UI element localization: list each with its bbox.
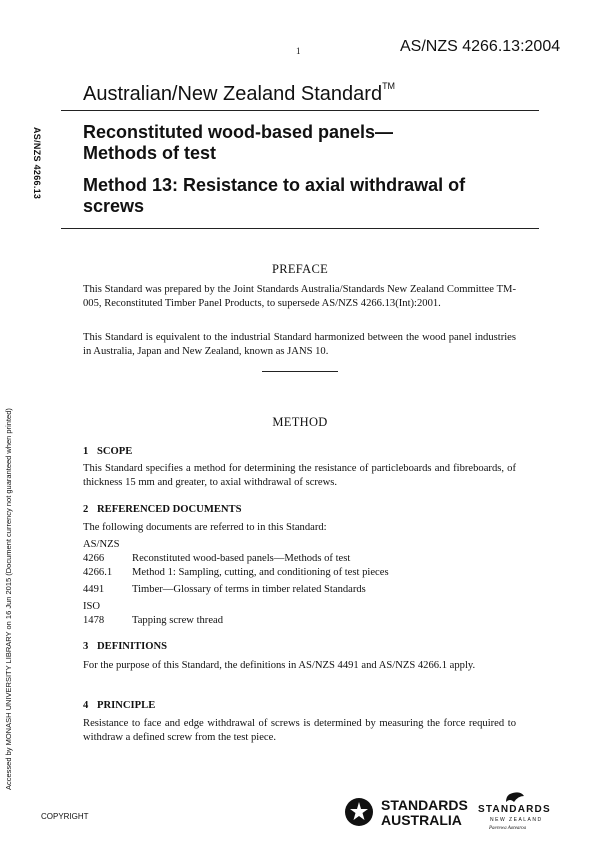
- logo-nz-line-3: Paerewa Aotearoa: [489, 826, 527, 831]
- preface-paragraph-1: This Standard was prepared by the Joint Standards Australia/Standards New Zealand Committee TM-005, Reconstituted Timber Panel Products, to supersede AS/NZS 4266.13(Int):2001.: [83, 284, 516, 309]
- reference-code: 4266: [83, 553, 105, 564]
- principle-heading: [83, 700, 155, 711]
- reference-item: [83, 583, 523, 597]
- reference-code: 4491: [83, 584, 105, 595]
- reference-title: Method 1: Sampling, cutting, and conditioning of test pieces: [132, 567, 389, 578]
- scope-title: SCOPE: [97, 446, 133, 457]
- scope-number: 1: [83, 446, 89, 457]
- principle-text: Resistance to face and edge withdrawal of screws is determined by measuring the force required to withdraw a defined screw from the test piece.: [83, 718, 516, 743]
- reference-item: [83, 552, 523, 566]
- access-watermark: Accessed by MONASH UNIVERSITY LIBRARY on 16 Jun 2015 (Document currency not guaranteed when printed): [4, 408, 13, 790]
- scope-text: This Standard specifies a method for determining the resistance of particleboards and fibreboards, of thickness 15 mm and greater, to axial withdrawal of screws.: [83, 463, 516, 488]
- method-title: [83, 175, 523, 217]
- reference-code: 4266.1: [83, 567, 113, 578]
- references-number: 2: [83, 504, 89, 515]
- logo-nz-line-1: STANDARDS: [478, 804, 551, 815]
- bottom-rule: [61, 228, 539, 229]
- title-line-1: Reconstituted wood-based panels—: [83, 122, 394, 142]
- reference-item: [83, 566, 523, 580]
- principle-title: PRINCIPLE: [97, 700, 156, 711]
- definitions-title: DEFINITIONS: [97, 641, 168, 652]
- logo-sa-line-1: STANDARDS: [381, 797, 468, 813]
- document-title: [83, 122, 523, 164]
- trademark-mark: TM: [382, 81, 396, 91]
- copyright: COPYRIGHT: [41, 812, 89, 821]
- preface-paragraph-2: This Standard is equivalent to the industrial Standard harmonized between the wood panel industries in Australia, Japan and New Zealand, known as JANS 10.: [83, 332, 516, 357]
- reference-title: Tapping screw thread: [132, 615, 224, 626]
- side-label: AS/NZS 4266.13: [32, 127, 42, 200]
- document-number: AS/NZS 4266.13:2004: [400, 38, 561, 55]
- series-name: [83, 83, 395, 106]
- references-group-asnzs: AS/NZS: [83, 539, 120, 550]
- preface-heading: PREFACE: [271, 262, 329, 276]
- definitions-heading: [83, 641, 167, 652]
- method-title-line-2: screws: [83, 196, 145, 216]
- title-line-2: Methods of test: [83, 143, 216, 163]
- series-name-text: Australian/New Zealand Standard: [83, 83, 383, 105]
- references-heading: [83, 504, 242, 515]
- page-number: 1: [296, 46, 301, 56]
- standards-new-zealand-logo: [478, 790, 558, 832]
- reference-title: Reconstituted wood-based panels—Methods of test: [132, 553, 351, 564]
- principle-number: 4: [83, 700, 89, 711]
- method-title-line-1: Method 13: Resistance to axial withdrawal of: [83, 175, 466, 195]
- logo-sa-line-2: AUSTRALIA: [381, 812, 462, 828]
- standards-australia-logo: [343, 795, 473, 829]
- definitions-text: For the purpose of this Standard, the definitions in AS/NZS 4491 and AS/NZS 4266.1 apply.: [83, 660, 476, 671]
- references-intro: The following documents are referred to in this Standard:: [83, 522, 327, 533]
- logo-nz-line-2: NEW ZEALAND: [490, 817, 543, 823]
- references-group-iso: ISO: [83, 601, 101, 612]
- method-heading: METHOD: [272, 415, 328, 429]
- reference-title: Timber—Glossary of terms in timber related Standards: [132, 584, 366, 595]
- standards-australia-mark: [343, 795, 473, 829]
- definitions-number: 3: [83, 641, 89, 652]
- section-divider: [262, 371, 338, 372]
- reference-item: [83, 614, 523, 628]
- reference-code: 1478: [83, 615, 105, 626]
- top-rule: [61, 110, 539, 111]
- standards-new-zealand-mark: [478, 790, 558, 832]
- scope-heading: [83, 446, 132, 457]
- references-title: REFERENCED DOCUMENTS: [97, 504, 242, 515]
